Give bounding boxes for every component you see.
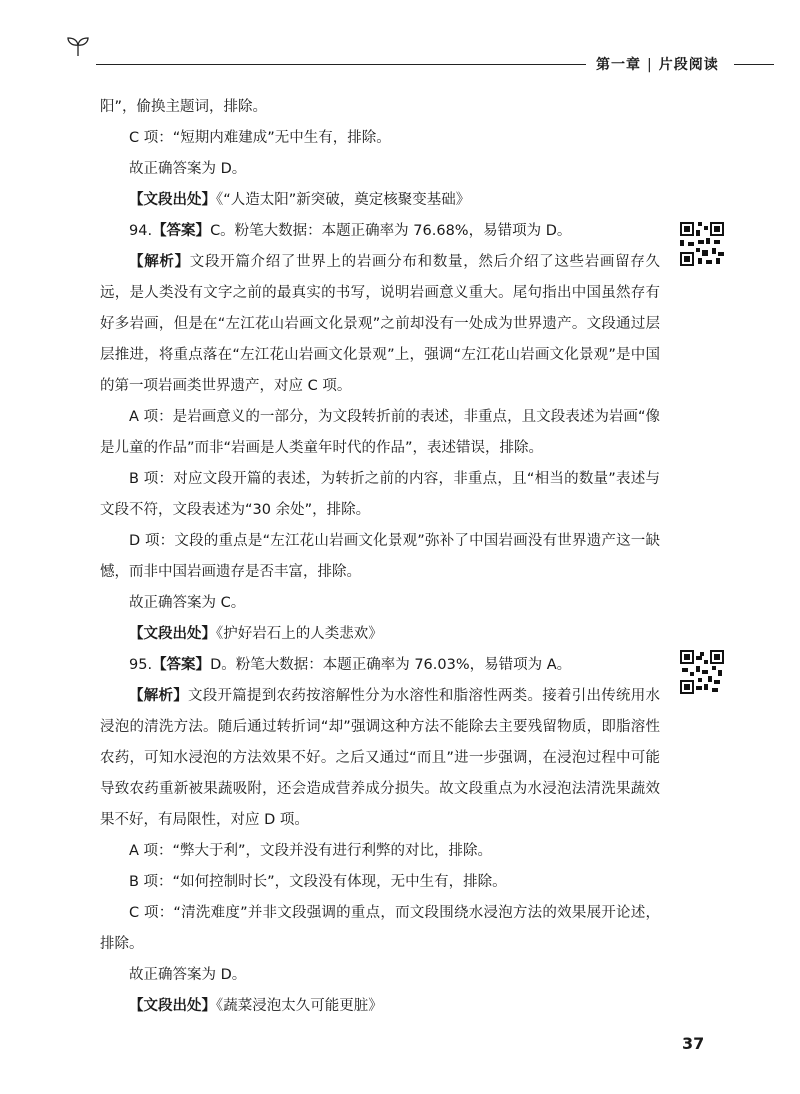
analysis-paragraph xyxy=(100,681,660,836)
paragraph-text: 故正确答案为 C。 xyxy=(129,595,246,611)
paragraph-text: B 项：对应文段开篇的表述，为转折之前的内容，非重点，且“相当的数量”表述与文段不符，文段表述为“30 余处”，排除。 xyxy=(100,471,660,518)
header-rule-right xyxy=(734,64,774,65)
qr-code-icon xyxy=(678,220,726,268)
answer-text: D。粉笔大数据：本题正确率为 76.03%，易错项为 A。 xyxy=(210,657,572,673)
section-label: 片段阅读 xyxy=(658,57,719,73)
question-number: 94. xyxy=(129,223,153,239)
source-tag: 【文段出处】 xyxy=(129,998,216,1014)
qr-code-icon xyxy=(678,648,726,696)
source-line xyxy=(100,185,660,216)
page-body xyxy=(100,92,660,1022)
analysis-paragraph xyxy=(100,247,660,402)
paragraph-text: A 项：“弊大于利”，文段并没有进行利弊的对比，排除。 xyxy=(129,843,493,859)
answer-line xyxy=(100,650,660,681)
paragraph xyxy=(100,464,660,526)
paragraph-text: 阳”，偷换主题词，排除。 xyxy=(100,99,268,115)
paragraph xyxy=(100,836,660,867)
source-line xyxy=(100,619,660,650)
chapter-separator: | xyxy=(647,57,653,73)
paragraph xyxy=(100,960,660,991)
answer-tag: 【答案】 xyxy=(152,223,211,239)
paragraph xyxy=(100,154,660,185)
source-title: 《护好岩石上的人类悲欢》 xyxy=(216,626,383,642)
answer-tag: 【答案】 xyxy=(152,657,211,673)
paragraph xyxy=(100,526,660,588)
paragraph-text: D 项：文段的重点是“左江花山岩画文化景观”弥补了中国岩画没有世界遗产这一缺憾，而非中国岩画遗存是否丰富，排除。 xyxy=(100,533,660,580)
paragraph xyxy=(100,898,660,960)
paragraph xyxy=(100,588,660,619)
source-line xyxy=(100,991,660,1022)
page-header xyxy=(0,0,800,80)
chapter-heading xyxy=(596,54,732,74)
analysis-tag: 【解析】 xyxy=(129,688,189,704)
paragraph-text: A 项：是岩画意义的一部分，为文段转折前的表述，非重点，且文段表述为岩画“像是儿童的作品”而非“岩画是人类童年时代的作品”，表述错误，排除。 xyxy=(100,409,660,456)
source-title: 《“人造太阳”新突破，奠定核聚变基础》 xyxy=(216,192,471,208)
answer-line xyxy=(100,216,660,247)
paragraph-text: 故正确答案为 D。 xyxy=(129,967,247,983)
question-number: 95. xyxy=(129,657,153,673)
paragraph xyxy=(100,123,660,154)
source-title: 《蔬菜浸泡太久可能更脏》 xyxy=(216,998,383,1014)
analysis-text: 文段开篇介绍了世界上的岩画分布和数量，然后介绍了这些岩画留存久远，是人类没有文字之前的最真实的书写，说明岩画意义重大。尾句指出中国虽然存有好多岩画，但是在“左江花山岩画文化景观”之前却没有一处成为世界遗产。文段通过层层推进，将重点落在“左江花山岩画文化景观”上，强调“左江花山岩画文化景观”是中国的第一项岩画类世界遗产，对应 C 项。 xyxy=(100,254,660,394)
analysis-text: 文段开篇提到农药按溶解性分为水溶性和脂溶性两类。接着引出传统用水浸泡的清洗方法。随后通过转折词“却”强调这种方法不能除去主要残留物质，即脂溶性农药，可知水浸泡的方法效果不好。之后又通过“而且”进一步强调，在浸泡过程中可能导致农药重新被果蔬吸附，还会造成营养成分损失。故文段重点为水浸泡法清洗果蔬效果不好，有局限性，对应 D 项。 xyxy=(100,688,660,828)
chapter-label: 第一章 xyxy=(596,57,641,73)
paragraph-text: B 项：“如何控制时长”，文段没有体现，无中生有，排除。 xyxy=(129,874,507,890)
analysis-tag: 【解析】 xyxy=(129,254,190,270)
paragraph xyxy=(100,867,660,898)
source-tag: 【文段出处】 xyxy=(129,192,216,208)
paragraph-text: C 项：“清洗难度”并非文段强调的重点，而文段围绕水浸泡方法的效果展开论述，排除。 xyxy=(100,905,660,952)
source-tag: 【文段出处】 xyxy=(129,626,216,642)
paragraph xyxy=(100,402,660,464)
leaf-sprout-icon xyxy=(66,36,90,58)
page-number: 37 xyxy=(682,1034,705,1053)
paragraph-text: 故正确答案为 D。 xyxy=(129,161,247,177)
header-rule xyxy=(96,64,586,65)
paragraph xyxy=(100,92,660,123)
paragraph-text: C 项：“短期内难建成”无中生有，排除。 xyxy=(129,130,391,146)
answer-text: C。粉笔大数据：本题正确率为 76.68%，易错项为 D。 xyxy=(210,223,572,239)
